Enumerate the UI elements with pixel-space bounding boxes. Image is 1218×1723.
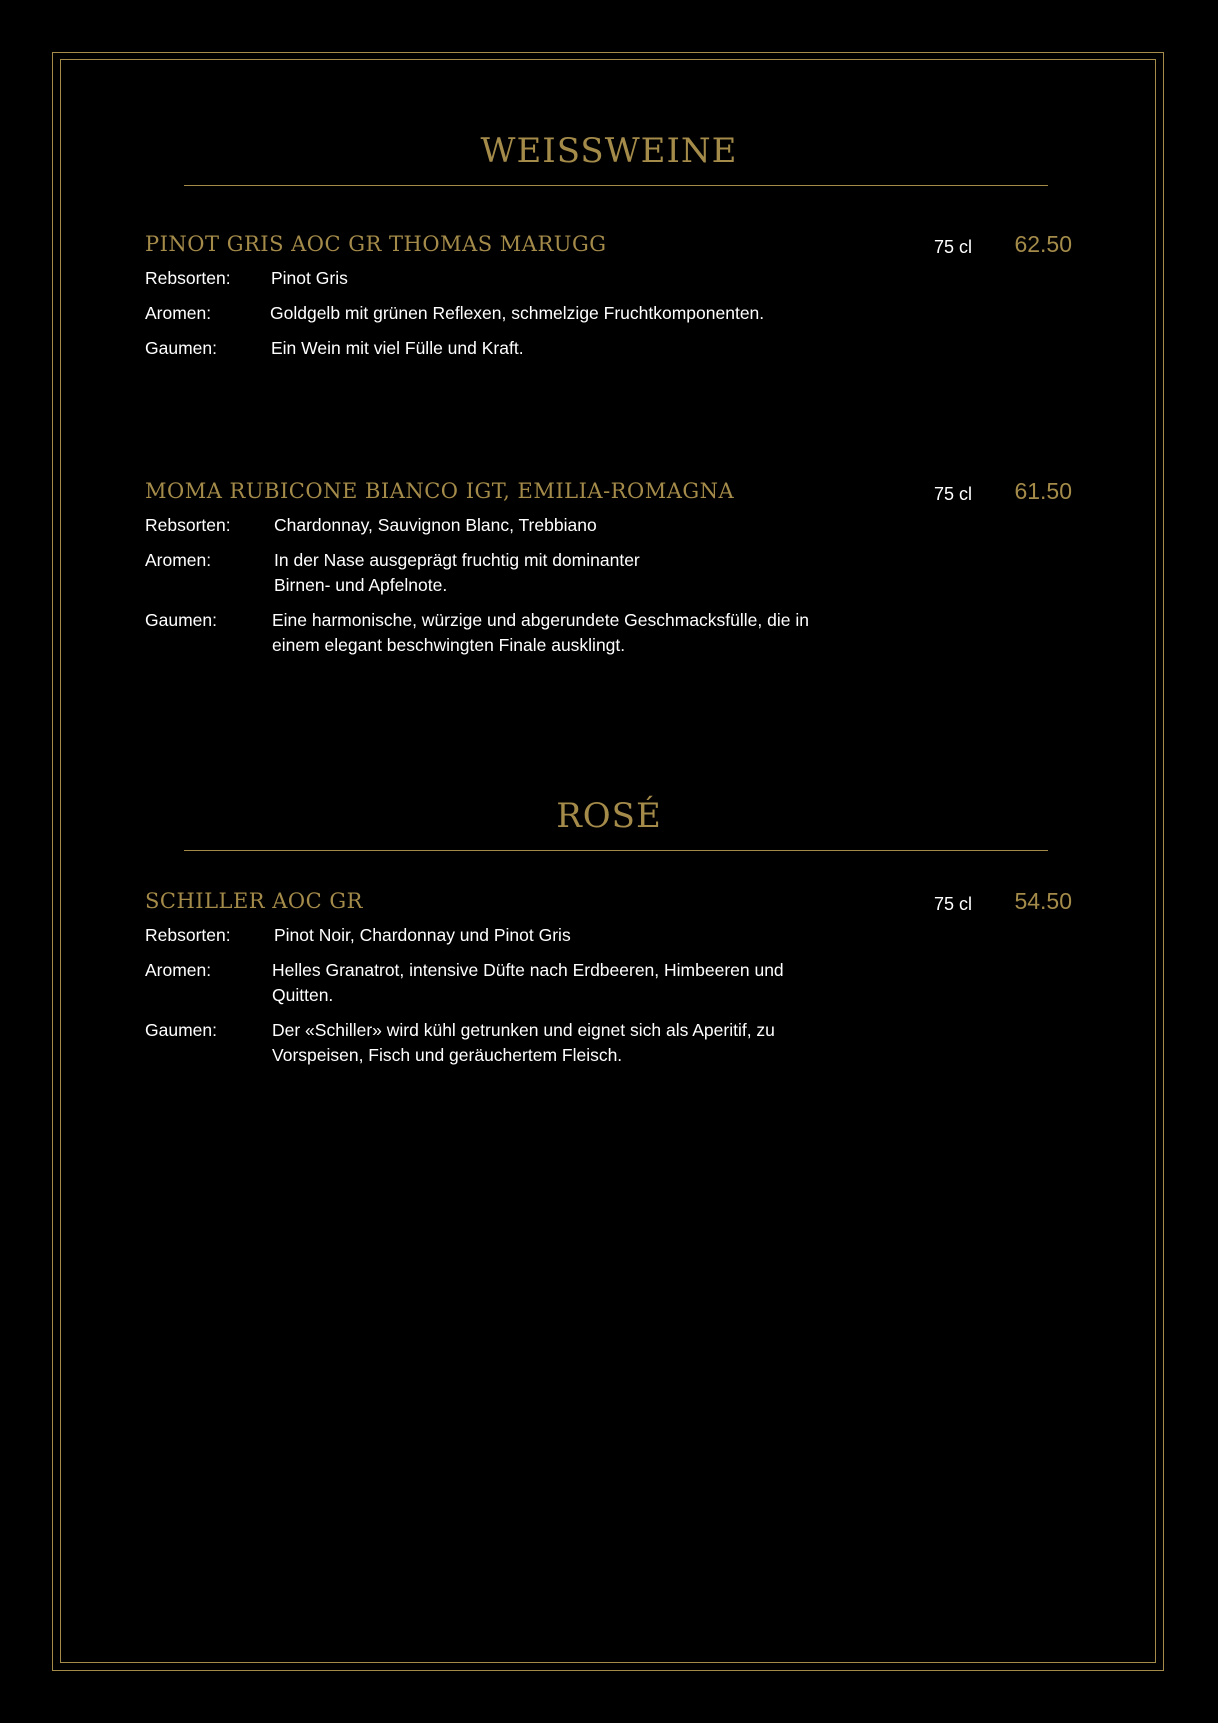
attribute-value: In der Nase ausgeprägt fruchtig mit dominanter Birnen- und Apfelnote. <box>274 550 640 595</box>
attribute-value: Helles Granatrot, intensive Düfte nach Erdbeeren, Himbeeren und Quitten. <box>272 960 784 1005</box>
wine-attribute-aromas <box>145 301 1075 326</box>
wine-attribute-grapes <box>145 266 1075 291</box>
attribute-label: Rebsorten: <box>145 925 231 945</box>
wine-attribute-aromas <box>145 958 1075 1008</box>
attribute-label: Rebsorten: <box>145 268 231 288</box>
section-title-weissweine: WEISSWEINE <box>480 131 738 171</box>
wine-attribute-palate <box>145 336 1075 361</box>
wine-attribute-grapes <box>145 923 1075 948</box>
attribute-value: Der «Schiller» wird kühl getrunken und eignet sich als Aperitif, zu Vorspeisen, Fisch und geräuchertem Fleisch. <box>272 1020 775 1065</box>
wine-volume: 75 cl <box>933 894 972 914</box>
wine-name: SCHILLER AOC GR <box>145 889 363 913</box>
wine-name: MOMA RUBICONE BIANCO IGT, EMILIA-ROMAGNA <box>145 479 735 503</box>
section-divider <box>184 850 1048 851</box>
wine-volume: 75 cl <box>933 237 972 257</box>
wine-entry <box>145 230 1075 361</box>
attribute-value: Ein Wein mit viel Fülle und Kraft. <box>271 338 524 358</box>
wine-attribute-palate <box>145 608 1075 658</box>
attribute-value: Pinot Noir, Chardonnay und Pinot Gris <box>274 925 571 945</box>
attribute-label: Gaumen: <box>145 610 217 630</box>
wine-entry <box>145 477 1075 658</box>
section-divider <box>184 185 1048 186</box>
wine-volume: 75 cl <box>933 484 972 504</box>
section-title-rose: ROSÉ <box>556 796 662 836</box>
wine-price: 54.50 <box>1014 888 1072 914</box>
attribute-value: Pinot Gris <box>271 268 348 288</box>
attribute-label: Rebsorten: <box>145 515 231 535</box>
wine-attribute-aromas <box>145 548 1075 598</box>
wine-attribute-grapes <box>145 513 1075 538</box>
wine-attribute-palate <box>145 1018 1075 1068</box>
attribute-value: Chardonnay, Sauvignon Blanc, Trebbiano <box>274 515 597 535</box>
wine-price: 62.50 <box>1014 231 1072 257</box>
wine-entry <box>145 887 1075 1068</box>
attribute-label: Gaumen: <box>145 338 217 358</box>
attribute-label: Aromen: <box>145 550 212 570</box>
wine-name: PINOT GRIS AOC GR THOMAS MARUGG <box>145 232 607 256</box>
attribute-label: Gaumen: <box>145 1020 217 1040</box>
wine-price: 61.50 <box>1014 478 1072 504</box>
attribute-value: Eine harmonische, würzige und abgerundete Geschmacksfülle, die in einem elegant beschwingten Finale ausklingt. <box>272 610 809 655</box>
attribute-label: Aromen: <box>145 303 212 323</box>
attribute-label: Aromen: <box>145 960 212 980</box>
attribute-value: Goldgelb mit grünen Reflexen, schmelzige Fruchtkomponenten. <box>270 303 765 323</box>
